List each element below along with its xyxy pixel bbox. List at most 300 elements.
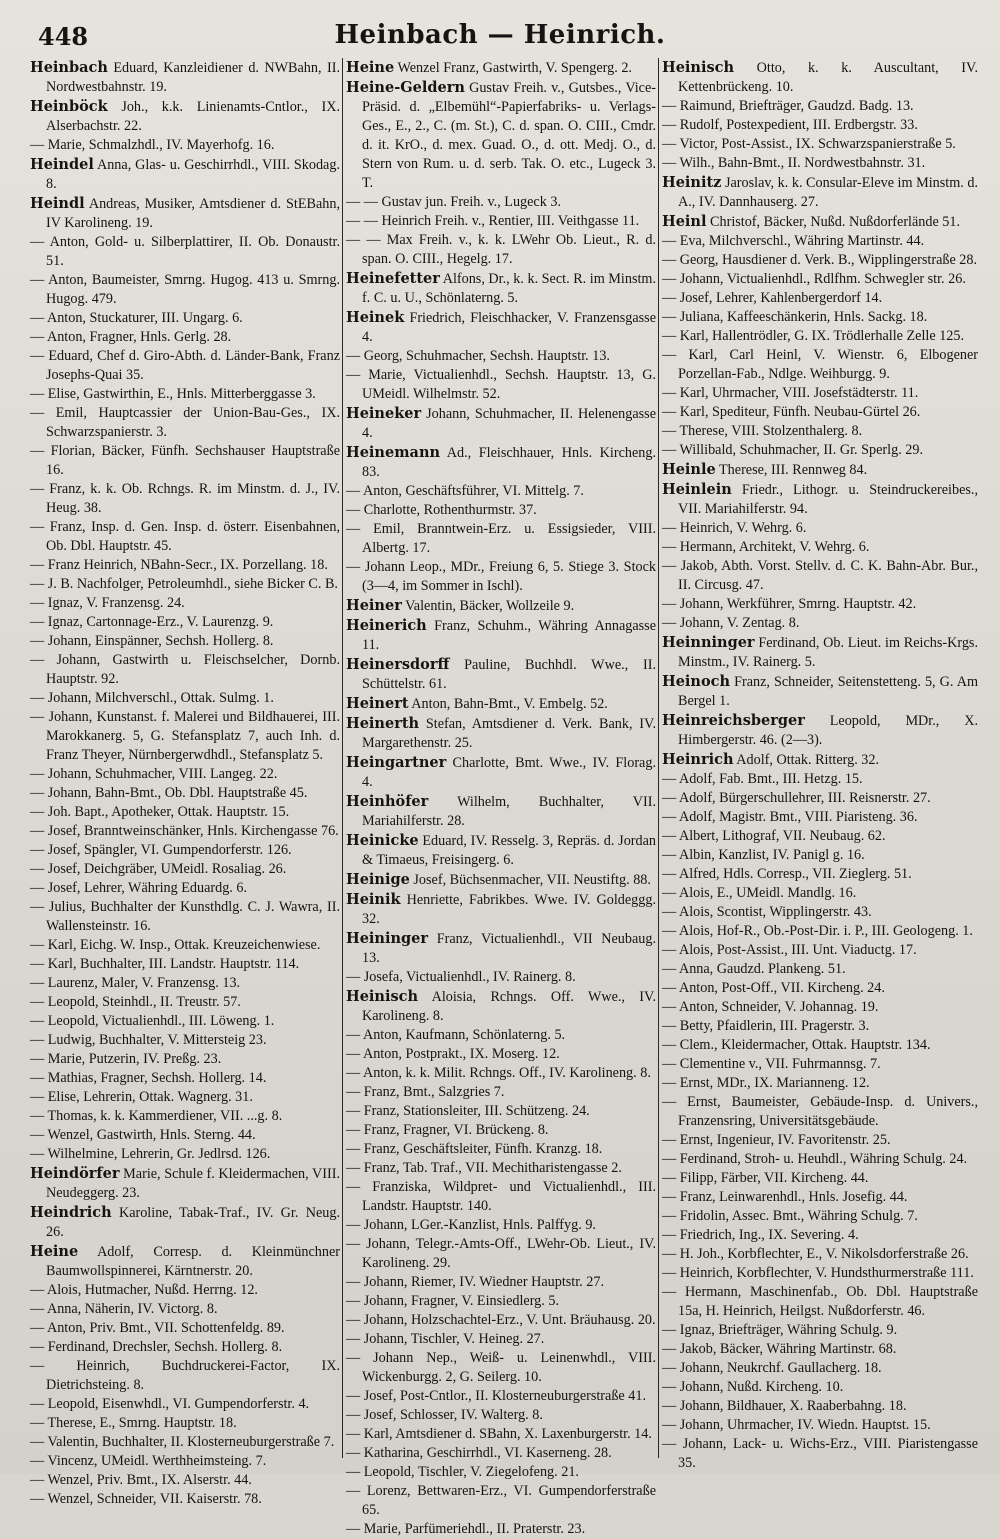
entry-text: — — Heinrich Freih. v., Rentier, III. Veithgasse 11.: [346, 213, 640, 229]
directory-entry: [346, 404, 656, 443]
directory-entry: [346, 655, 656, 694]
entry-text: — Karl, Hallentrödler, G. IX. Trödlerhalle Zelle 125.: [662, 328, 965, 344]
entry-text: — Willibald, Schuhmacher, II. Gr. Sperlg. 29.: [662, 442, 924, 458]
entry-text: Jaroslav, k. k. Consular-Eleve im Minstm. d. A., IV. Dannhauserg. 27.: [678, 175, 978, 210]
page-number: 448: [38, 22, 89, 51]
entry-text: Otto, k. k. Auscultant, IV. Kettenbrückeng. 10.: [678, 60, 978, 95]
entry-text: Valentin, Bäcker, Wollzeile 9.: [401, 598, 575, 614]
directory-entry: [30, 765, 340, 784]
directory-entry: [30, 58, 340, 97]
directory-entry: [30, 1088, 340, 1107]
entry-text: — Vincenz, UMeidl. Werthheimsteing. 7.: [30, 1453, 267, 1469]
entry-text: — J. B. Nachfolger, Petroleumhdl., siehe Bicker C. B.: [30, 576, 338, 592]
entry-headword: Heine: [346, 59, 395, 76]
entry-text: — Jakob, Abth. Vorst. Stellv. d. C. K. Bahn-Abr. Bur., II. Circusg. 47.: [662, 558, 978, 593]
entry-headword: Heinefetter: [346, 270, 440, 287]
entry-headword: Heindl: [30, 195, 85, 212]
directory-entry: [662, 865, 978, 884]
directory-entry: [346, 1482, 656, 1520]
entry-text: — Johann, Uhrmacher, IV. Wiedn. Hauptst. 15.: [662, 1417, 931, 1433]
directory-entry: [30, 1107, 340, 1126]
entry-headword: Heine-Geldern: [346, 79, 465, 96]
directory-entry: [30, 1433, 340, 1452]
entry-text: — Franz, Bmt., Salzgries 7.: [346, 1084, 505, 1100]
directory-entry: [346, 1520, 656, 1539]
entry-text: — Anton, Gold- u. Silberplattirer, II. Ob. Donaustr. 51.: [30, 234, 340, 269]
directory-entry: [662, 422, 978, 441]
directory-entry: [662, 1264, 978, 1283]
directory-entry: [30, 136, 340, 155]
entry-text: — Elise, Lehrerin, Ottak. Wagnerg. 31.: [30, 1089, 253, 1105]
directory-entry: [346, 520, 656, 558]
column-3: [662, 58, 978, 1471]
directory-entry: [662, 1340, 978, 1359]
directory-entry: [30, 1012, 340, 1031]
directory-entry: [30, 822, 340, 841]
entry-text: — Rudolf, Postexpedient, III. Erdbergstr. 33.: [662, 117, 918, 133]
directory-entry: [30, 347, 340, 385]
directory-entry: [30, 575, 340, 594]
entry-headword: Heineker: [346, 405, 422, 422]
entry-text: — Lorenz, Bettwaren-Erz., VI. Gumpendorferstraße 65.: [346, 1483, 656, 1518]
directory-entry: [662, 789, 978, 808]
directory-entry: [662, 403, 978, 422]
entry-text: — Franz, k. k. Ob. Rchngs. R. im Minstm. d. J., IV. Heug. 38.: [30, 481, 340, 516]
entry-headword: Heindrich: [30, 1204, 112, 1221]
directory-entry: [30, 1242, 340, 1281]
directory-entry: [662, 289, 978, 308]
directory-entry: [662, 1226, 978, 1245]
entry-text: — Anton, k. k. Milit. Rchngs. Off., IV. Karolineng. 8.: [346, 1065, 651, 1081]
directory-entry: [662, 346, 978, 384]
directory-entry: [346, 78, 656, 193]
directory-entry: [662, 97, 978, 116]
entry-text: — Juliana, Kaffeeschänkerin, Hnls. Sackg. 18.: [662, 309, 928, 325]
entry-text: Franz, Schuhm., Währing Annagasse 11.: [362, 618, 656, 653]
entry-text: — Johann Nep., Weiß- u. Leinenwhdl., VIII. Wickenburgg. 2, G. Seilerg. 10.: [346, 1350, 656, 1385]
entry-text: — Anton, Priv. Bmt., VII. Schottenfeldg. 89.: [30, 1320, 285, 1336]
entry-text: Stefan, Amtsdiener d. Verk. Bank, IV. Margarethenstr. 25.: [362, 716, 656, 751]
directory-entry: [662, 270, 978, 289]
entry-text: — Adolf, Magistr. Bmt., VIII. Piaristeng. 36.: [662, 809, 918, 825]
entry-text: Josef, Büchsenmacher, VII. Neustiftg. 88.: [409, 872, 651, 888]
directory-entry: [662, 595, 978, 614]
directory-entry: [346, 890, 656, 929]
entry-text: Adolf, Corresp. d. Kleinmünchner Baumwollspinnerei, Kärntnerstr. 20.: [46, 1244, 340, 1279]
directory-entry: [30, 841, 340, 860]
directory-entry: [346, 1140, 656, 1159]
entry-text: — Hermann, Architekt, V. Wehrg. 6.: [662, 539, 870, 555]
directory-entry: [662, 1207, 978, 1226]
directory-entry: [346, 1273, 656, 1292]
entry-text: — Laurenz, Maler, V. Franzensg. 13.: [30, 975, 241, 991]
directory-entry: [30, 271, 340, 309]
directory-entry: [30, 1164, 340, 1203]
directory-entry: [662, 711, 978, 750]
directory-entry: [662, 327, 978, 346]
entry-text: Ad., Fleischhauer, Hnls. Kircheng. 83.: [362, 445, 656, 480]
entry-headword: Heinitz: [662, 174, 722, 191]
entry-text: — Franz, Geschäftsleiter, Fünfh. Kranzg. 18.: [346, 1141, 603, 1157]
entry-text: Marie, Schule f. Kleidermachen, VIII. Neudeggerg. 23.: [46, 1166, 340, 1201]
entry-headword: Heinisch: [662, 59, 735, 76]
entry-headword: Heinreichsberger: [662, 712, 805, 729]
directory-entry: [662, 232, 978, 251]
entry-text: Karoline, Tabak-Traf., IV. Gr. Neug. 26.: [46, 1205, 340, 1240]
directory-entry: [662, 1245, 978, 1264]
entry-text: — Karl, Uhrmacher, VIII. Josefstädterstr. 11.: [662, 385, 919, 401]
entry-text: — Johann, Tischler, V. Heineg. 27.: [346, 1331, 545, 1347]
directory-entry: [30, 194, 340, 233]
directory-entry: [662, 750, 978, 770]
entry-text: — Josef, Branntweinschänker, Hnls. Kirchengasse 76.: [30, 823, 339, 839]
entry-text: — Karl, Amtsdiener d. SBahn, X. Laxenburgerstr. 14.: [346, 1426, 652, 1442]
directory-entry: [30, 898, 340, 936]
entry-text: Charlotte, Bmt. Wwe., IV. Florag. 4.: [362, 755, 656, 790]
entry-text: — Johann, Gastwirth u. Fleischselcher, Dornb. Hauptstr. 92.: [30, 652, 340, 687]
entry-text: — Florian, Bäcker, Fünfh. Sechshauser Hauptstraße 16.: [30, 443, 340, 478]
directory-entry: [346, 968, 656, 987]
entry-text: — Emil, Branntwein-Erz. u. Essigsieder, VIII. Albertg. 17.: [346, 521, 656, 556]
directory-entry: [346, 1083, 656, 1102]
directory-entry: [662, 770, 978, 789]
entry-text: — Anton, Schneider, V. Johannag. 19.: [662, 999, 879, 1015]
directory-entry: [662, 480, 978, 519]
entry-headword: Heinböck: [30, 98, 108, 115]
directory-entry: [30, 404, 340, 442]
entry-text: — Leopold, Steinhdl., II. Treustr. 57.: [30, 994, 241, 1010]
entry-text: — Johann, Neukrchf. Gaullacherg. 18.: [662, 1360, 882, 1376]
entry-text: — Franz, Leinwarenhdl., Hnls. Josefig. 44.: [662, 1189, 908, 1205]
entry-text: — Filipp, Färber, VII. Kircheng. 44.: [662, 1170, 869, 1186]
directory-entry: [346, 1045, 656, 1064]
entry-text: — Emil, Hauptcassier der Union-Bau-Ges., IX. Schwarzspanierstr. 3.: [30, 405, 340, 440]
directory-entry: [30, 936, 340, 955]
entry-text: — Marie, Putzerin, IV. Preßg. 23.: [30, 1051, 222, 1067]
entry-text: — Ernst, Ingenieur, IV. Favoritenstr. 25.: [662, 1132, 891, 1148]
entry-text: — Josef, Deichgräber, UMeidl. Rosaliag. 26.: [30, 861, 287, 877]
directory-entry: [346, 1349, 656, 1387]
entry-text: — Anton, Postprakt., IX. Moserg. 12.: [346, 1046, 560, 1062]
entry-headword: Heiner: [346, 597, 402, 614]
directory-entry: [662, 808, 978, 827]
entry-text: — Eva, Milchverschl., Währing Martinstr. 44.: [662, 233, 925, 249]
directory-entry: [346, 1064, 656, 1083]
directory-entry: [30, 1050, 340, 1069]
entry-text: — Johann, Einspänner, Sechsh. Hollerg. 8.: [30, 633, 274, 649]
entry-headword: Heindel: [30, 156, 94, 173]
entry-headword: Heinek: [346, 309, 405, 326]
directory-entry: [662, 135, 978, 154]
directory-entry: [346, 558, 656, 596]
directory-entry: [346, 1102, 656, 1121]
directory-entry: [30, 1069, 340, 1088]
directory-entry: [662, 1169, 978, 1188]
entry-text: — Alois, Hutmacher, Nußd. Herrng. 12.: [30, 1282, 258, 1298]
entry-headword: Heinninger: [662, 634, 755, 651]
entry-text: Anton, Bahn-Bmt., V. Embelg. 52.: [408, 696, 608, 712]
directory-entry: [662, 154, 978, 173]
directory-entry: [346, 1216, 656, 1235]
directory-entry: [346, 831, 656, 870]
directory-entry: [30, 860, 340, 879]
entry-text: Friedr., Lithogr. u. Steindruckereibes., VII. Mariahilferstr. 94.: [678, 482, 978, 517]
entry-text: — Ernst, MDr., IX. Marianneng. 12.: [662, 1075, 870, 1091]
entry-text: — Leopold, Tischler, V. Ziegelofeng. 21.: [346, 1464, 579, 1480]
entry-headword: Heinlein: [662, 481, 732, 498]
directory-entry: [346, 347, 656, 366]
entry-text: — Mathias, Fragner, Sechsh. Hollerg. 14.: [30, 1070, 267, 1086]
entry-text: Adolf, Ottak. Ritterg. 32.: [733, 752, 880, 768]
directory-entry: [662, 251, 978, 270]
entry-text: — Eduard, Chef d. Giro-Abth. d. Länder-Bank, Franz Josephs-Quai 35.: [30, 348, 340, 383]
entry-text: — Johann, Riemer, IV. Wiedner Hauptstr. 27.: [346, 1274, 605, 1290]
entry-text: — Clementine v., VII. Fuhrmannsg. 7.: [662, 1056, 881, 1072]
directory-entry: [30, 803, 340, 822]
directory-entry: [346, 1026, 656, 1045]
entry-text: Eduard, Kanzleidiener d. NWBahn, II. Nordwestbahnstr. 19.: [46, 60, 340, 95]
entry-text: — Johann, Holzschachtel-Erz., V. Unt. Bräuhausg. 20.: [346, 1312, 656, 1328]
entry-text: — Marie, Parfümeriehdl., II. Praterstr. 23.: [346, 1521, 586, 1537]
directory-entry: [662, 1093, 978, 1131]
directory-entry: [662, 614, 978, 633]
directory-entry: [30, 993, 340, 1012]
entry-headword: Heingartner: [346, 754, 447, 771]
entry-text: — Elise, Gastwirthin, E., Hnls. Mitterberggasse 3.: [30, 386, 316, 402]
column-rule: [658, 58, 659, 1458]
entry-text: Wenzel Franz, Gastwirth, V. Spengerg. 2.: [394, 60, 632, 76]
directory-entry: [30, 1319, 340, 1338]
entry-text: — Johann, Bildhauer, X. Raaberbahng. 18.: [662, 1398, 907, 1414]
entry-text: — Johann, Bahn-Bmt., Ob. Dbl. Hauptstraße 45.: [30, 785, 308, 801]
directory-entry: [662, 672, 978, 711]
entry-text: Aloisia, Rchngs. Off. Wwe., IV. Karolineng. 8.: [362, 989, 656, 1024]
entry-text: Henriette, Fabrikbes. Wwe. IV. Goldeggg. 32.: [362, 892, 656, 927]
entry-text: — Ludwig, Buchhalter, V. Mittersteig 23.: [30, 1032, 267, 1048]
entry-text: — Hermann, Maschinenfab., Ob. Dbl. Hauptstraße 15a, H. Heinrich, Heilgst. Nußdorferstr. 46.: [662, 1284, 978, 1319]
entry-text: — Friedrich, Ing., IX. Severing. 4.: [662, 1227, 859, 1243]
directory-entry: [30, 442, 340, 480]
directory-entry: [662, 1055, 978, 1074]
directory-entry: [30, 97, 340, 136]
directory-entry: [346, 596, 656, 616]
entry-text: — Joh. Bapt., Apotheker, Ottak. Hauptstr. 15.: [30, 804, 290, 820]
directory-entry: [30, 708, 340, 765]
entry-text: Friedrich, Fleischhacker, V. Franzensgasse 4.: [362, 310, 656, 345]
entry-text: — Wilh., Bahn-Bmt., II. Nordwestbahnstr. 31.: [662, 155, 926, 171]
directory-entry: [662, 1397, 978, 1416]
directory-entry: [346, 1235, 656, 1273]
entry-text: — Franziska, Wildpret- und Victualienhdl., III. Landstr. Hauptstr. 140.: [346, 1179, 656, 1214]
entry-text: — Alois, Post-Assist., III. Unt. Viaductg. 17.: [662, 942, 917, 958]
entry-text: — Valentin, Buchhalter, II. Klosterneuburgerstraße 7.: [30, 1434, 335, 1450]
directory-entry: [662, 384, 978, 403]
directory-entry: [30, 480, 340, 518]
entry-text: — Heinrich, V. Wehrg. 6.: [662, 520, 807, 536]
directory-entry: [346, 1292, 656, 1311]
directory-entry: [346, 1159, 656, 1178]
entry-text: — Ignaz, Cartonnage-Erz., V. Laurenzg. 9.: [30, 614, 274, 630]
entry-text: — Anton, Fragner, Hnls. Gerlg. 28.: [30, 329, 232, 345]
entry-headword: Heinicke: [346, 832, 419, 849]
directory-entry: [662, 212, 978, 232]
entry-headword: Heinige: [346, 871, 410, 888]
entry-text: — Clem., Kleidermacher, Ottak. Hauptstr. 134.: [662, 1037, 931, 1053]
directory-entry: [30, 1452, 340, 1471]
directory-entry: [346, 753, 656, 792]
directory-entry: [346, 929, 656, 968]
entry-text: — Therese, VIII. Stolzenthalerg. 8.: [662, 423, 863, 439]
directory-entry: [662, 538, 978, 557]
entry-text: — Victor, Post-Assist., IX. Schwarzspanierstraße 5.: [662, 136, 956, 152]
directory-entry: [662, 460, 978, 480]
directory-entry: [30, 651, 340, 689]
directory-entry: [30, 1300, 340, 1319]
entry-text: — Wenzel, Priv. Bmt., IX. Alserstr. 44.: [30, 1472, 252, 1488]
entry-text: — Raimund, Briefträger, Gaudzd. Badg. 13.: [662, 98, 914, 114]
columns: [30, 58, 978, 1537]
entry-text: — Georg, Hausdiener d. Verk. B., Wipplingerstraße 28.: [662, 252, 978, 268]
entry-text: Ferdinand, Ob. Lieut. im Reichs-Krgs. Minstm., IV. Rainerg. 5.: [678, 635, 978, 670]
entry-text: — Franz, Insp. d. Gen. Insp. d. österr. Eisenbahnen, Ob. Dbl. Hauptstr. 45.: [30, 519, 340, 554]
entry-text: — Josef, Schlosser, IV. Walterg. 8.: [346, 1407, 543, 1423]
entry-headword: Heinersdorff: [346, 656, 450, 673]
directory-entry: [30, 1145, 340, 1164]
directory-entry: [662, 846, 978, 865]
directory-entry: [30, 155, 340, 194]
directory-entry: [662, 922, 978, 941]
entry-text: — Anton, Stuckaturer, III. Ungarg. 6.: [30, 310, 243, 326]
entry-text: — Alfred, Hdls. Corresp., VII. Zieglerg. 51.: [662, 866, 912, 882]
entry-text: — Wenzel, Schneider, VII. Kaiserstr. 78.: [30, 1491, 262, 1507]
entry-text: — Alois, Scontist, Wipplingerstr. 43.: [662, 904, 872, 920]
entry-text: — Alois, Hof-R., Ob.-Post-Dir. i. P., III. Geologeng. 1.: [662, 923, 973, 939]
entry-headword: Heinerth: [346, 715, 420, 732]
directory-entry: [30, 556, 340, 575]
directory-entry: [662, 1017, 978, 1036]
entry-text: — Marie, Victualienhdl., Sechsh. Hauptstr. 13, G. UMeidl. Wilhelmstr. 52.: [346, 367, 656, 402]
entry-text: — — Gustav jun. Freih. v., Lugeck 3.: [346, 194, 562, 210]
directory-entry: [30, 1203, 340, 1242]
directory-entry: [346, 1444, 656, 1463]
directory-entry: [662, 998, 978, 1017]
entry-text: — Josef, Spängler, VI. Gumpendorferstr. 126.: [30, 842, 292, 858]
entry-text: — Johann, Telegr.-Amts-Off., LWehr-Ob. Lieut., IV. Karolineng. 29.: [346, 1236, 656, 1271]
entry-text: — Alois, E., UMeidl. Mandlg. 16.: [662, 885, 857, 901]
directory-entry: [662, 941, 978, 960]
entry-text: — Jakob, Bäcker, Währing Martinstr. 68.: [662, 1341, 897, 1357]
entry-text: — Katharina, Geschirrhdl., VI. Kaserneng. 28.: [346, 1445, 612, 1461]
directory-entry: [30, 1031, 340, 1050]
entry-text: — Ferdinand, Stroh- u. Heuhdl., Währing Schulg. 24.: [662, 1151, 968, 1167]
entry-text: Gustav Freih. v., Gutsbes., Vice-Präsid. d. „Elbemühl“-Papierfabriks- u. Verlags-Ges., E., 2., C. (m. St.), C. d. span. O. CIII., Cmdr. d. it. KrO., d. mex. Guad. O., d. ott. Medj. O., d. Stern von Rum. u. d. serb. Tak. O. etc., Lugeck 3. T.: [362, 80, 656, 191]
directory-entry: [662, 884, 978, 903]
directory-entry: [662, 1435, 978, 1473]
entry-text: Alfons, Dr., k. k. Sect. R. im Minstm. f. C. u. U., Schönlaterng. 5.: [362, 271, 656, 306]
entry-text: — Josefa, Victualienhdl., IV. Rainerg. 8.: [346, 969, 576, 985]
directory-entry: [662, 58, 978, 97]
entry-text: — Anton, Baumeister, Smrng. Hugog. 413 u. Smrng. Hugog. 479.: [30, 272, 340, 307]
entry-text: — Johann, Nußd. Kircheng. 10.: [662, 1379, 844, 1395]
entry-text: — Karl, Buchhalter, III. Landstr. Hauptstr. 114.: [30, 956, 300, 972]
entry-text: — Anton, Post-Off., VII. Kircheng. 24.: [662, 980, 885, 996]
entry-text: — Ignaz, Briefträger, Währing Schulg. 9.: [662, 1322, 898, 1338]
entry-headword: Heindörfer: [30, 1165, 120, 1182]
entry-headword: Heinisch: [346, 988, 419, 1005]
directory-entry: [346, 1463, 656, 1482]
entry-text: — Franz Heinrich, NBahn-Secr., IX. Porzellang. 18.: [30, 557, 328, 573]
directory-entry: [662, 633, 978, 672]
entry-text: Christof, Bäcker, Nußd. Nußdorferlände 51.: [706, 214, 961, 230]
entry-text: — Johann, Kunstanst. f. Malerei und Bildhauerei, III. Marokkanerg. 5, G. Stefansplatz 7, auch Inh. d. Franz Theyer, Nürnbergerwdhdl., Stefansplatz 5.: [30, 709, 340, 763]
entry-text: — Anna, Gaudzd. Plankeng. 51.: [662, 961, 846, 977]
entry-headword: Heinert: [346, 695, 409, 712]
directory-entry: [30, 1395, 340, 1414]
directory-entry: [346, 269, 656, 308]
entry-text: — Julius, Buchhalter der Kunsthdlg. C. J. Wawra, II. Wallensteinstr. 16.: [30, 899, 340, 934]
column-rule: [342, 58, 343, 1458]
entry-headword: Heinoch: [662, 673, 731, 690]
entry-headword: Heinhöfer: [346, 793, 429, 810]
directory-entry: [30, 613, 340, 632]
directory-entry: [30, 1490, 340, 1509]
entry-text: — Charlotte, Rothenthurmstr. 37.: [346, 502, 537, 518]
directory-entry: [662, 979, 978, 998]
entry-text: — Anton, Kaufmann, Schönlaterng. 5.: [346, 1027, 566, 1043]
directory-entry: [662, 1131, 978, 1150]
entry-text: — Ferdinand, Drechsler, Sechsh. Hollerg. 8.: [30, 1339, 283, 1355]
entry-text: Franz, Victualienhdl., VII Neubaug. 13.: [362, 931, 656, 966]
directory-entry: [30, 879, 340, 898]
directory-entry: [662, 1321, 978, 1340]
entry-text: Pauline, Buchhdl. Wwe., II. Schüttelstr. 61.: [362, 657, 656, 692]
directory-entry: [30, 974, 340, 993]
entry-text: — Heinrich, Buchdruckerei-Factor, IX. Dietrichsteing. 8.: [30, 1358, 340, 1393]
entry-text: Wilhelm, Buchhalter, VII. Mariahilferstr. 28.: [362, 794, 656, 829]
entry-headword: Heinrich: [662, 751, 734, 768]
entry-text: — Josef, Post-Cntlor., II. Klosterneuburgerstraße 41.: [346, 1388, 646, 1404]
directory-entry: [662, 827, 978, 846]
directory-entry: [662, 519, 978, 538]
entry-text: — Karl, Eichg. W. Insp., Ottak. Kreuzeichenwiese.: [30, 937, 321, 953]
entry-text: Anna, Glas- u. Geschirrhdl., VIII. Skodag. 8.: [46, 157, 340, 192]
entry-headword: Heine: [30, 1243, 79, 1260]
entry-text: — Anton, Geschäftsführer, VI. Mittelg. 7.: [346, 483, 584, 499]
directory-entry: [662, 1359, 978, 1378]
entry-text: — Albert, Lithograf, VII. Neubaug. 62.: [662, 828, 886, 844]
entry-text: — Johann, Schuhmacher, VIII. Langeg. 22.: [30, 766, 278, 782]
entry-text: Andreas, Musiker, Amtsdiener d. StEBahn, IV Karolineng. 19.: [46, 196, 340, 231]
entry-headword: Heininger: [346, 930, 429, 947]
entry-text: — Johann, Fragner, V. Einsiedlerg. 5.: [346, 1293, 560, 1309]
directory-entry: [346, 193, 656, 212]
entry-text: Franz, Schneider, Seitenstetteng. 5, G. Am Bergel 1.: [678, 674, 978, 709]
directory-entry: [662, 308, 978, 327]
page-header: [0, 18, 1000, 62]
directory-entry: [662, 1283, 978, 1321]
entry-text: Leopold, MDr., X. Himbergerstr. 46. (2—3).: [678, 713, 978, 748]
entry-text: — Franz, Fragner, VI. Brückeng. 8.: [346, 1122, 549, 1138]
entry-text: — Franz, Stationsleiter, III. Schützeng. 24.: [346, 1103, 590, 1119]
directory-entry: [662, 1036, 978, 1055]
column-2: [346, 58, 656, 1537]
directory-entry: [30, 1471, 340, 1490]
column-1: [30, 58, 340, 1507]
directory-entry: [30, 594, 340, 613]
directory-entry: [662, 1416, 978, 1435]
directory-entry: [662, 557, 978, 595]
directory-entry: [30, 632, 340, 651]
